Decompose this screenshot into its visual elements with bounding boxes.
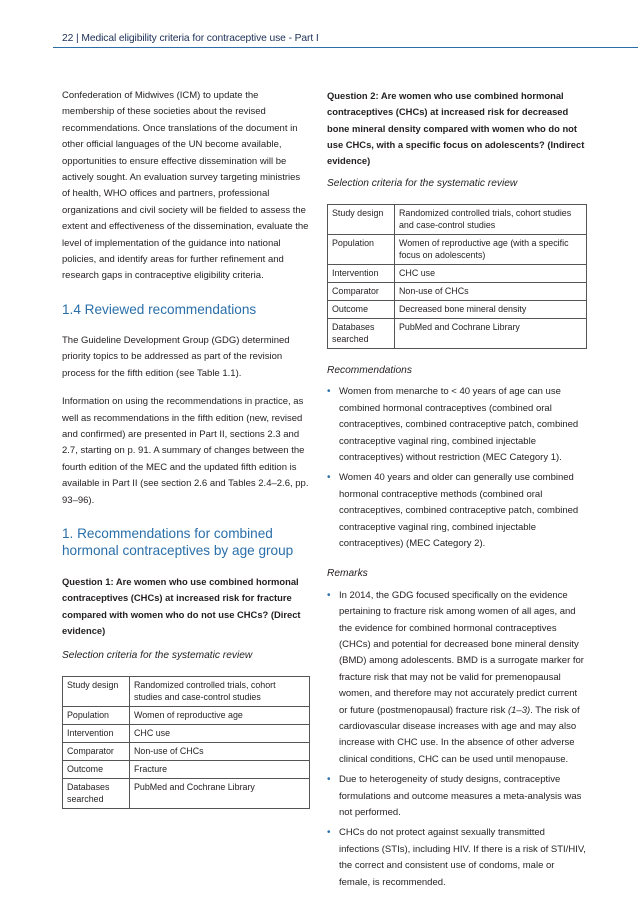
- list-item: [327, 825, 587, 891]
- table-cell-label: Study design: [328, 204, 395, 234]
- table-cell-value: Women of reproductive age: [130, 706, 310, 724]
- recommendation-text: Women 40 years and older can generally use combined hormonal contraceptive methods (combined oral contraceptives, combined contraceptive patch, combined contraceptive vaginal ring, combined injectable contraceptives) (MEC Category 2).: [339, 472, 579, 549]
- table-row: [328, 264, 587, 282]
- bullet-icon: •: [327, 827, 331, 839]
- table-cell-value: Non-use of CHCs: [130, 742, 310, 760]
- paragraph-using-recommendations: Information on using the recommendations in practice, as well as recommendations in the fifth edition (new, revised and confirmed) are presented in Part II, sections 2.3 and 2.7, starting on p. 91. A summary of changes between the fourth edition of the MEC and the updated fifth edition is available in Part II (see section 2.6 and Tables 2.4–2.6, pp. 93–96).: [62, 396, 309, 506]
- table-cell-value: CHC use: [395, 264, 587, 282]
- table-cell-label: Intervention: [328, 264, 395, 282]
- table-row: [328, 204, 587, 234]
- list-item: [327, 384, 587, 466]
- list-item: [327, 772, 587, 821]
- table-cell-label: Databases searched: [328, 318, 395, 348]
- table-row: [63, 760, 310, 778]
- table-cell-label: Comparator: [63, 742, 130, 760]
- table-cell-value: Women of reproductive age (with a specific focus on adolescents): [395, 234, 587, 264]
- remark-text-before: In 2014, the GDG focused specifically on the evidence pertaining to fracture risk among women of all ages, and the evidence for combined hormonal contraceptives (CHCs) and potential for decreased bone mineral density (BMD) among adolescents. BMD is a surrogate marker for fracture risk that may not be valid for premenopausal women, and therefore may not accurately predict current or future (postmenopausal) fracture risk: [339, 589, 584, 716]
- remarks-heading: Remarks: [327, 568, 368, 580]
- table-row: [328, 282, 587, 300]
- table-cell-value: Decreased bone mineral density: [395, 300, 587, 318]
- bullet-icon: •: [327, 589, 331, 601]
- header-rule: [53, 47, 638, 48]
- recommendations-list: [327, 384, 587, 552]
- intro-paragraph: Confederation of Midwives (ICM) to update the membership of these societies about the revised recommendations. Once translations of the document in other official languages of the UN become available, opportunities to ensure effective dissemination will be actively sought. An evaluation survey targeting ministries of health, WHO offices and partners, professional organizations and civil society will be fielded to assess the extent and effectiveness of the dissemination, evaluate the level of implementation of the guidance into national policies, and identify areas for further refinement and research gaps in contraceptive eligibility criteria.: [62, 90, 309, 282]
- selection-criteria-label: Selection criteria for the systematic review: [327, 178, 518, 190]
- table-cell-label: Population: [328, 234, 395, 264]
- reference-citation: (1–3): [507, 704, 531, 716]
- heading-chc-by-age: 1. Recommendations for combined hormonal contraceptives by age group: [62, 525, 294, 558]
- bullet-icon: •: [327, 774, 331, 786]
- table-row: [63, 676, 310, 706]
- running-header: 22 | Medical eligibility criteria for contraceptive use - Part I: [62, 33, 319, 44]
- remark-text: CHCs do not protect against sexually transmitted infections (STIs), including HIV. If there is a risk of STI/HIV, the correct and consistent use of condoms, male or female, is recommended.: [339, 827, 586, 888]
- table-row: [63, 724, 310, 742]
- recommendations-heading: Recommendations: [327, 364, 412, 376]
- table-row: [63, 742, 310, 760]
- table-cell-label: Study design: [63, 676, 130, 706]
- table-cell-value: PubMed and Cochrane Library: [395, 318, 587, 348]
- section-title-reviewed-recommendations: 1.4 Reviewed recommendations: [62, 301, 257, 317]
- question-2: Question 2: Are women who use combined hormonal contraceptives (CHCs) at increased risk for decreased bone mineral density compared with women who do not use CHCs, with a specific focus on adolescents? (Indirect evidence): [327, 90, 585, 167]
- recommendation-text: Women from menarche to < 40 years of age can use combined hormonal contraceptives (combined oral contraceptives, combined contraceptive patch, combined contraceptive vaginal ring, combined injectable contraceptives) without restriction (MEC Category 1).: [339, 386, 579, 463]
- table-cell-value: Fracture: [130, 760, 310, 778]
- remark-text: Due to heterogeneity of study designs, contraceptive formulations and outcome measures a meta-analysis was not performed.: [339, 774, 582, 819]
- table-row: [63, 778, 310, 808]
- table-row: [328, 234, 587, 264]
- table-cell-label: Comparator: [328, 282, 395, 300]
- left-column: [62, 88, 310, 809]
- table-cell-label: Intervention: [63, 724, 130, 742]
- table-cell-label: Outcome: [328, 300, 395, 318]
- list-item: [327, 470, 587, 552]
- table-cell-label: Population: [63, 706, 130, 724]
- paragraph-gdg-topics: The Guideline Development Group (GDG) determined priority topics to be addressed as part of the revision process for the fifth edition (see Table 1.1).: [62, 334, 290, 379]
- table-row: [328, 318, 587, 348]
- bullet-icon: •: [327, 386, 331, 398]
- criteria-table-q2: [327, 204, 587, 349]
- table-row: [328, 300, 587, 318]
- table-cell-value: PubMed and Cochrane Library: [130, 778, 310, 808]
- table-cell-value: Non-use of CHCs: [395, 282, 587, 300]
- question-1: Question 1: Are women who use combined hormonal contraceptives (CHCs) at increased risk for fracture compared with women who do not use CHCs? (Direct evidence): [62, 575, 301, 636]
- table-cell-value: Randomized controlled trials, cohort studies and case-control studies: [130, 676, 310, 706]
- table-cell-label: Databases searched: [63, 778, 130, 808]
- right-column: [327, 88, 587, 895]
- bullet-icon: •: [327, 472, 331, 484]
- table-cell-label: Outcome: [63, 760, 130, 778]
- selection-criteria-label: Selection criteria for the systematic review: [62, 650, 253, 662]
- criteria-table-q1: [62, 676, 310, 809]
- table-cell-value: CHC use: [130, 724, 310, 742]
- page-header: [0, 0, 638, 72]
- table-cell-value: Randomized controlled trials, cohort studies and case-control studies: [395, 204, 587, 234]
- remarks-list: [327, 588, 587, 891]
- table-row: [63, 706, 310, 724]
- list-item: [327, 588, 587, 768]
- remark-text-after: . The risk of cardiovascular disease increases with age and may also increase with CHC use. In the absence of other adverse clinical conditions, CHC can be used until menopause.: [339, 704, 580, 765]
